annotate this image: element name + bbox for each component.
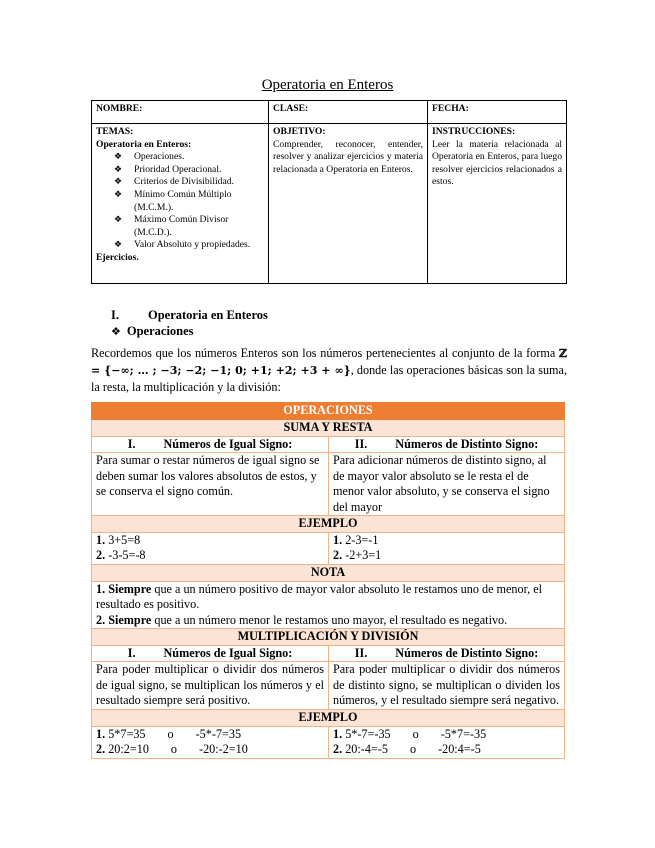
intro-text-after: , donde las operaciones básicas son la suma, la resta, la multiplicación y la división:	[91, 363, 567, 394]
diamond-bullet-icon: ❖	[114, 189, 123, 200]
section-heading	[111, 308, 268, 323]
sum-examples-right	[329, 533, 565, 565]
topics-title: TEMAS:	[96, 126, 134, 137]
diamond-bullet-icon: ❖	[114, 240, 123, 251]
operations-header: OPERACIONES	[92, 403, 565, 420]
mult-div-header: MULTIPLICACIÓN Y DIVISIÓN	[92, 629, 565, 646]
diamond-bullet-icon: ❖	[111, 325, 121, 338]
example-line: 2. -3-5=-8	[96, 548, 146, 563]
example-line: 1. 5*7=35 o -5*-7=35	[96, 726, 242, 741]
topic-item: ❖ Mínimo Común Múltiplo (M.C.M.).	[114, 188, 232, 213]
mult-same-sign-rule: Para poder multiplicar o dividir dos números de igual signo, se multiplican los números y el resultado siempre será positivo.	[92, 662, 329, 709]
example-line: 2. 20:2=10 o -20:-2=10	[96, 742, 248, 757]
topics-subtitle: Operatoria en Enteros:	[96, 138, 192, 150]
mult-diff-sign-rule: Para poder multiplicar o dividir dos números de distinto signo, se multiplican o dividen los números, y el resultado siempre será negativo.	[329, 662, 565, 709]
example-header: EJEMPLO	[92, 516, 565, 533]
diff-sign-heading: II. Números de Distinto Signo:	[329, 437, 565, 453]
note-header: NOTA	[92, 564, 565, 581]
class-label: CLASE:	[273, 103, 309, 114]
integer-set-expression: ℤ = {−∞; … ; −3; −2; −1; 0; +1; +2; +3 + ∞}	[91, 347, 568, 377]
diff-sign-heading: II. Números de Distinto Signo:	[329, 646, 565, 662]
name-cell	[92, 101, 269, 124]
topics-list	[96, 151, 264, 252]
topic-item: ❖ Máximo Común Divisor (M.C.D.).	[114, 214, 229, 238]
example-line: 1. 5*-7=-35 o -5*7=-35	[333, 726, 487, 741]
example-line: 1. 3+5=8	[96, 533, 141, 548]
name-label: NOMBRE:	[96, 103, 143, 114]
example-line: 1. 2-3=-1	[333, 533, 379, 548]
sum-subtract-header: SUMA Y RESTA	[92, 420, 565, 437]
topic-item: ❖ Valor Absoluto y propiedades.	[114, 239, 251, 251]
subsection-heading	[111, 324, 194, 339]
diamond-bullet-icon: ❖	[114, 164, 123, 175]
date-cell	[428, 101, 567, 124]
topics-footer: Ejercicios.	[96, 251, 139, 263]
example-header: EJEMPLO	[92, 709, 565, 726]
subsection-title: Operaciones	[126, 324, 194, 338]
topic-item: ❖ Prioridad Operacional.	[114, 163, 222, 175]
diamond-bullet-icon: ❖	[114, 215, 123, 226]
same-sign-heading: I. Números de Igual Signo:	[92, 646, 329, 662]
instructions-text: Leer la materia relacionada al Operatoria en Enteros, para luego resolver ejercicios relacionados a estos.	[432, 138, 562, 188]
objective-cell	[269, 124, 428, 284]
diamond-bullet-icon: ❖	[114, 177, 123, 188]
mult-examples-left	[92, 726, 329, 758]
class-cell	[269, 101, 428, 124]
header-table	[91, 100, 567, 284]
topic-item: ❖ Operaciones.	[114, 151, 185, 163]
sum-same-sign-rule: Para sumar o restar números de igual signo se deben sumar los valores absolutos de estos, y se conserva el signo común.	[92, 453, 329, 516]
operations-table	[91, 402, 565, 759]
section-title: Operatoria en Enteros	[148, 308, 268, 322]
mult-examples-right	[329, 726, 565, 758]
intro-text-before: Recordemos que los números Enteros son los números pertenecientes al conjunto de la forma	[91, 346, 556, 360]
section-number: I.	[111, 308, 119, 322]
note-line: 1. Siempre que a un número positivo de mayor valor absoluto le restamos uno de menor, el resultado es positivo.	[96, 581, 543, 612]
objective-text: Comprender, reconocer, entender, resolver y analizar ejercicios y materia relacionada a Operatoria en Enteros.	[273, 138, 423, 175]
document-title: Operatoria en Enteros	[261, 77, 394, 93]
note-line: 2. Siempre que a un número menor le restamos uno mayor, el resultado es negativo.	[96, 612, 508, 627]
example-line: 2. 20:-4=-5 o -20:4=-5	[333, 742, 481, 757]
instructions-cell	[428, 124, 567, 284]
objective-title: OBJETIVO:	[273, 126, 326, 137]
same-sign-heading: I. Números de Igual Signo:	[92, 437, 329, 453]
topic-item: ❖ Criterios de Divisibilidad.	[114, 176, 234, 188]
sum-examples-left	[92, 533, 329, 565]
example-line: 2. -2+3=1	[333, 548, 382, 563]
diamond-bullet-icon: ❖	[114, 152, 123, 163]
topics-cell	[92, 124, 269, 284]
notes-cell	[92, 581, 565, 628]
sum-diff-sign-rule: Para adicionar números de distinto signo, al de mayor valor absoluto se le resta el de menor valor absoluto, y se conserva el signo del mayor	[329, 453, 565, 516]
intro-paragraph	[91, 345, 567, 396]
date-label: FECHA:	[432, 103, 469, 114]
instructions-title: INSTRUCCIONES:	[432, 126, 516, 137]
